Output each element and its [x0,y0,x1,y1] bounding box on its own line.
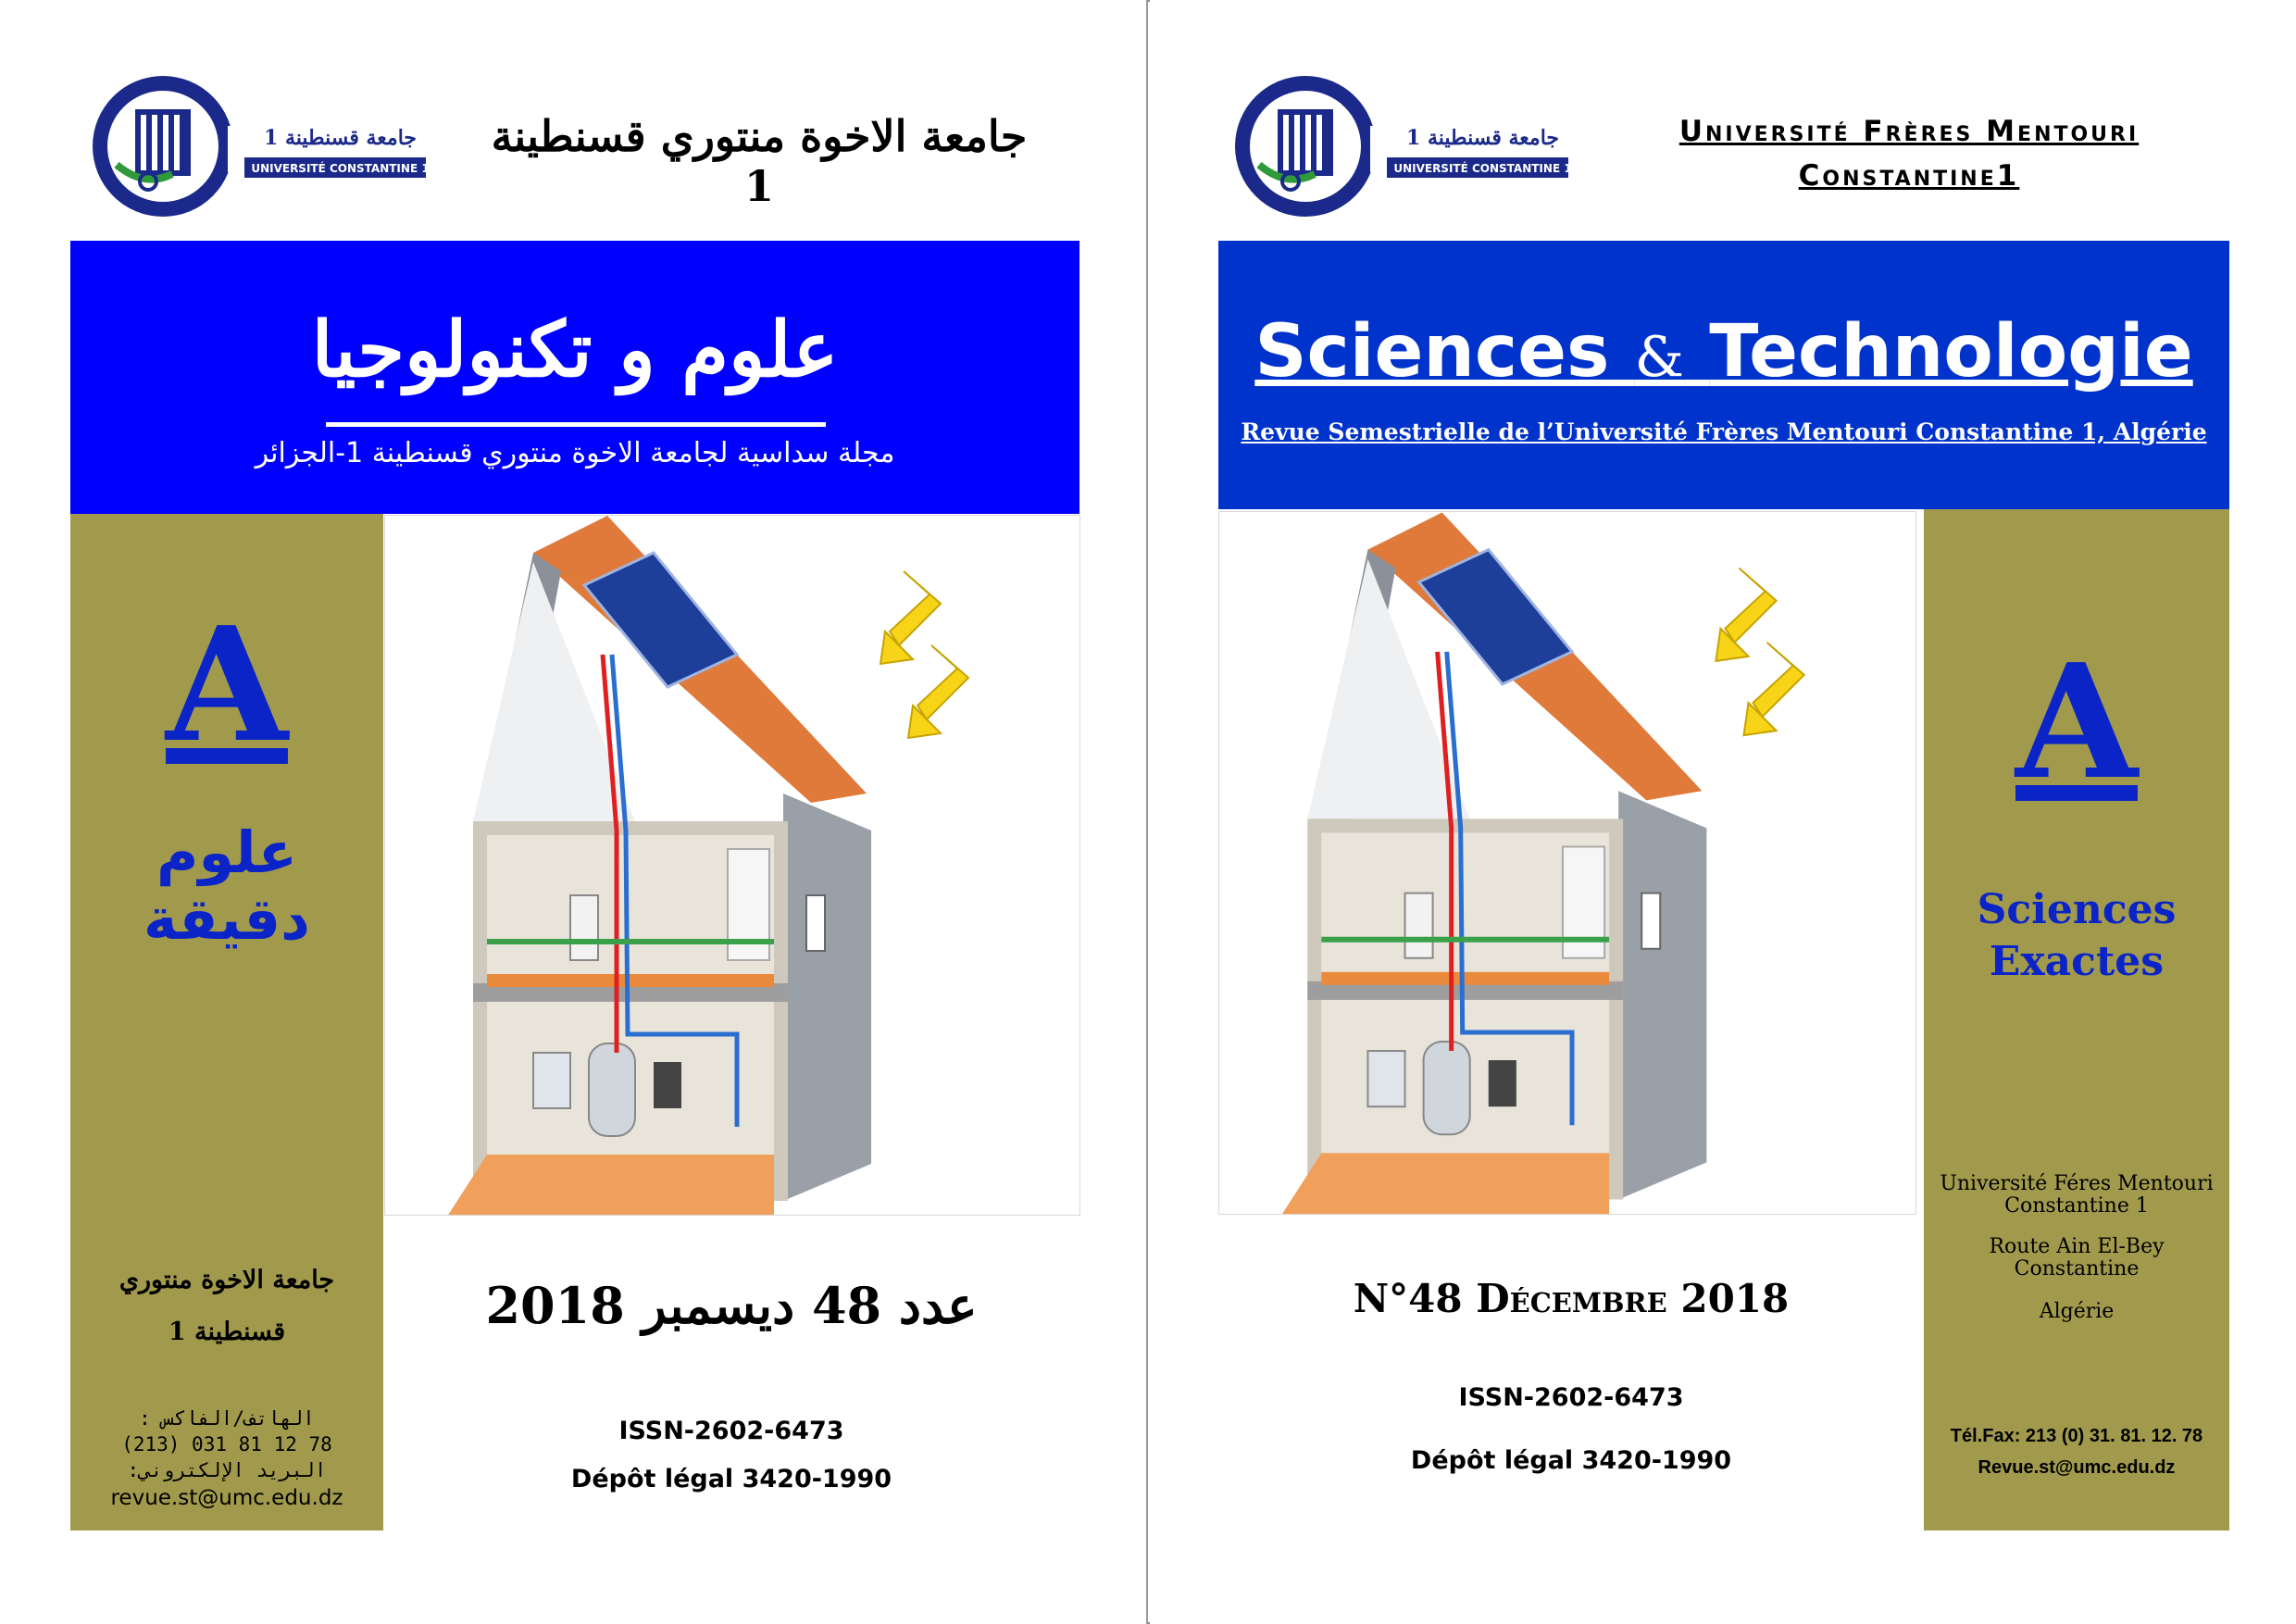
issn: ISSN-2602-6473 [618,1417,844,1445]
house-solar-illustration-icon [384,515,1080,1216]
series-letter: A [166,593,288,778]
address-line4: Constantine [2014,1257,2140,1280]
address-line2: قسنطينة 1 [168,1318,286,1346]
title-technologie: Technologie [1709,310,2193,394]
logo-arabic-text: جامعة قسنطينة 1 [1405,126,1560,150]
logo-french-text: UNIVERSITÉ CONSTANTINE 1 [1393,162,1572,175]
university-name-line1: Université Frères Mentouri [1678,115,2140,148]
journal-subtitle-fr: Revue Semestrielle de l’Université Frères Mentouri Constantine 1, Algérie [1241,418,2207,445]
title-sciences: Sciences [1254,310,1610,394]
email-address: revue.st@umc.edu.dz [110,1486,343,1510]
issn: ISSN-2602-6473 [1458,1383,1684,1412]
address-line5: Algérie [2039,1300,2115,1323]
right-cover [1150,0,2296,1624]
logo-arabic-text: جامعة قسنطينة 1 [263,126,418,150]
logo-french-text: UNIVERSITÉ CONSTANTINE 1 [251,162,430,175]
title-band [1218,241,2229,509]
series-name-line1: Sciences [1977,886,2177,933]
address-line1: Université Féres Mentouri [1940,1172,2214,1195]
series-sidebar [70,514,383,1530]
address-line1: جامعة الاخوة منتوري [119,1266,335,1294]
issue-number-fr: N°48 Décembre 2018 [1353,1276,1790,1321]
phone-label: الهاتف/الفاكس : [139,1407,315,1430]
left-cover [0,0,1146,1624]
title-ampersand: & [1634,325,1685,390]
series-name-line2: Exactes [1989,938,2165,985]
house-solar-illustration-icon [1218,511,1916,1215]
journal-title-fr [1218,310,2229,394]
legal-deposit: Dépôt légal 3420-1990 [1410,1446,1732,1475]
series-sidebar [1924,509,2229,1530]
title-band [70,241,1079,514]
university-name-line2: Constantine1 [1798,159,2020,193]
address-line3: Route Ain El-Bey [1989,1235,2165,1258]
journal-title-ar: علوم و تكنولوجيا [311,306,839,394]
university-name-ar: جامعة الاخوة منتوري قسنطينة 1 [491,111,1028,211]
phone-value: (213) 031 81 12 78 [121,1433,332,1455]
tel-fax: Tél.Fax: 213 (0) 31. 81. 12. 78 [1950,1426,2203,1446]
email-label: البريد الإلكتروني: [127,1459,327,1481]
legal-deposit: Dépôt légal 3420-1990 [570,1465,892,1493]
series-name-line1: علوم [156,818,297,886]
series-name-line2: دقيقة [144,885,310,953]
issue-number-ar: عدد 48 ديسمبر 2018 [485,1276,978,1335]
email-address: Revue.st@umc.edu.dz [1978,1457,2176,1478]
address-line2: Constantine 1 [2004,1194,2149,1218]
journal-subtitle-ar: مجلة سداسية لجامعة الاخوة منتوري قسنطينة 1-الجزائر [255,437,895,469]
title-underline [326,422,826,427]
series-letter: A [2015,630,2138,815]
university-name-fr [1585,109,2233,198]
